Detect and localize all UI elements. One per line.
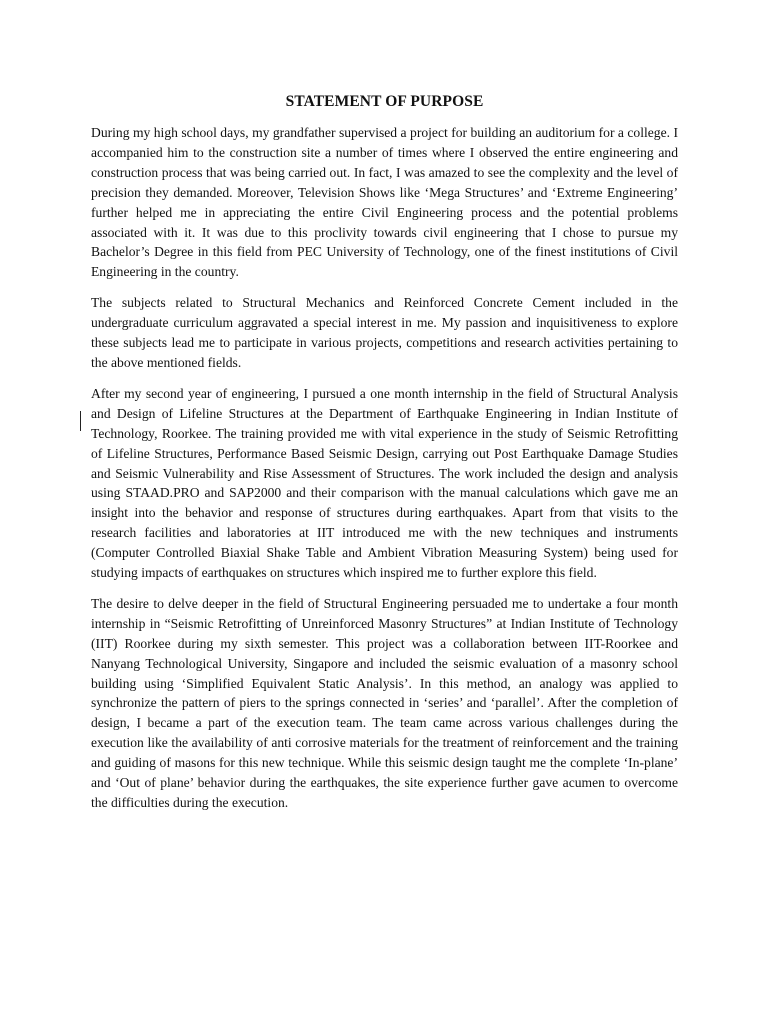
paragraph-4: The desire to delve deeper in the field of Structural Engineering persuaded me to undertake a four month internship in “Seismic Retrofitting of Unreinforced Masonry Structures” at Indian Institute of Technology (IIT) Roorkee during my sixth semester. This project was a collaboration between IIT-Roorkee and Nanyang Technological University, Singapore and included the seismic evaluation of a masonry school building using ‘Simplified Equivalent Static Analysis’. In this method, an analogy was applied to synchronize the pattern of piers to the springs connected in ‘series’ and ‘parallel’. After the completion of design, I became a part of the execution team. The team came across various challenges during the execution like the availability of anti corrosive materials for the treatment of reinforcement and the training and guiding of masons for this new technique. While this seismic design taught me the complete ‘In-plane’ and ‘Out of plane’ behavior during the earthquakes, the site experience further gave acumen to overcome the difficulties during the execution. xyxy=(91,595,678,810)
text-cursor xyxy=(80,411,81,431)
paragraph-1: During my high school days, my grandfather supervised a project for building an auditorium for a college. I accompanied him to the construction site a number of times where I observed the entire engineering and construction process that was being carried out. In fact, I was amazed to see the complexity and the level of precision they demanded. Moreover, Television Shows like ‘Mega Structures’ and ‘Extreme Engineering’ further helped me in appreciating the entire Civil Engineering process and the potential problems associated with it. It was due to this proclivity towards civil engineering that I chose to pursue my Bachelor’s Degree in this field from PEC University of Technology, one of the finest institutions of Civil Engineering in the country. xyxy=(91,125,678,280)
document-body[interactable] xyxy=(91,92,678,824)
page-title: STATEMENT OF PURPOSE xyxy=(285,93,484,110)
paragraph-3: After my second year of engineering, I pursued a one month internship in the field of Structural Analysis and Design of Lifeline Structures at the Department of Earthquake Engineering in Indian Institute of Technology, Roorkee. The training provided me with vital experience in the study of Seismic Retrofitting of Lifeline Structures, Performance Based Seismic Design, carrying out Post Earthquake Damage Studies and Seismic Vulnerability and Rise Assessment of Structures. The work included the design and analysis using STAAD.PRO and SAP2000 and their comparison with the manual calculations which gave me an insight into the behavior and response of structures during earthquakes. Apart from that visits to the research facilities and laboratories at IIT introduced me with the new techniques and instruments (Computer Controlled Biaxial Shake Table and Ambient Vibration Measuring System) being used for studying impacts of earthquakes on structures which inspired me to further explore this field. xyxy=(91,385,678,581)
paragraph-2: The subjects related to Structural Mechanics and Reinforced Concrete Cement included in the undergraduate curriculum aggravated a special interest in me. My passion and inquisitiveness to explore these subjects lead me to participate in various projects, competitions and research activities pertaining to the above mentioned fields. xyxy=(91,295,678,370)
